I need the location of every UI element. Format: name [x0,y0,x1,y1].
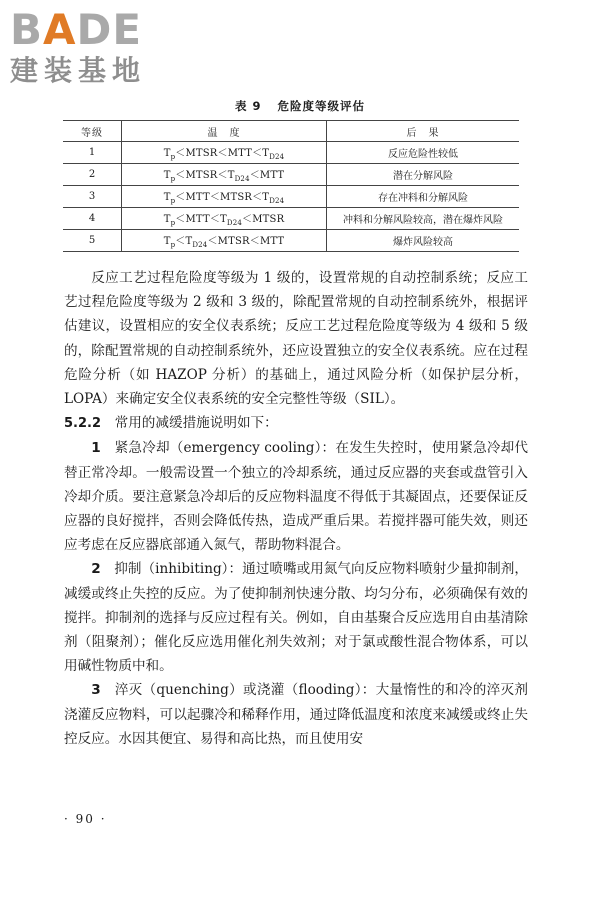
page-number: · 90 · [64,812,107,826]
header-temperature: 温 度 [122,121,327,142]
item-paragraph [64,436,528,557]
table-row [63,142,519,164]
item-number: 2 [91,561,101,578]
header-level: 等级 [63,121,122,142]
consequence-cell: 潜在分解风险 [327,164,520,186]
table-caption [0,98,600,114]
section-heading [64,411,528,436]
temperature-cell: $T_p<T_{D24}<MTSR<MTT$ [122,230,327,252]
header-consequence: 后 果 [327,121,520,142]
table-caption-title: 危险度等级评估 [277,99,365,113]
table-row [63,164,519,186]
table-caption-number: 表 9 [234,99,262,113]
level-cell: 3 [63,186,122,208]
logo-letter-a: A [43,5,77,54]
temperature-cell: $T_p<MTT<T_{D24}<MTSR$ [122,208,327,230]
level-cell: 4 [63,208,122,230]
logo-subtitle: 建装基地 [10,54,147,87]
level-cell: 2 [63,164,122,186]
risk-level-table [63,120,519,252]
section-number: 5.2.2 [64,416,102,432]
item-paragraph [64,557,528,678]
table-row [63,230,519,252]
consequence-cell: 冲料和分解风险较高，潜在爆炸风险 [327,208,520,230]
consequence-cell: 反应危险性较低 [327,142,520,164]
item-text: 紧急冷却（emergency cooling）：在发生失控时，使用紧急冷却代替正常冷却。一般需设置一个独立的冷却系统，通过反应器的夹套或盘管引入冷却介质。要注意紧急冷却后的反应物料温度不得低于其凝固点，还要保证反应器的良好搅拌，否则会降低传热，造成严重后果。若搅拌器可能失效，则还应考虑在反应器底部通入氮气，帮助物料混合。 [64,440,529,554]
paragraph-risk-levels: 反应工艺过程危险度等级为 1 级的，设置常规的自动控制系统；反应工艺过程危险度等级为 2 级和 3 级的，除配置常规的自动控制系统外，根据评估建议，设置相应的安全仪表系统；反应工艺过程危险度等级为 4 级和 5 级的，除配置常规的自动控制系统外，还应设置独立的安全仪表系统。应在过程危险分析（如 HAZOP 分析）的基础上，通过风险分析（如保护层分析，LOPA）来确定安全仪表系统的安全完整性等级（SIL）。 [64,270,528,408]
consequence-cell: 存在冲料和分解风险 [327,186,520,208]
level-cell: 5 [63,230,122,252]
logo [10,5,180,98]
level-cell: 1 [63,142,122,164]
temperature-cell: $T_p<MTSR<T_{D24}<MTT$ [122,164,327,186]
logo-wordmark [10,5,180,54]
body-section-1 [64,266,528,751]
table-row [63,186,519,208]
section-title: 常用的减缓措施说明如下： [114,415,278,432]
table-header-row [63,121,519,142]
table-row [63,208,519,230]
item-number: 1 [91,440,101,457]
consequence-cell: 爆炸风险较高 [327,230,520,252]
item-text: 抑制（inhibiting）：通过喷嘴或用氮气向反应物料喷射少量抑制剂，减缓或终止失控的反应。为了使抑制剂快速分散、均匀分布，必须确保有效的搅拌。抑制剂的选择与反应过程有关。例如，自由基聚合反应选用自由基清除剂（阻聚剂）；催化反应选用催化剂失效剂；对于氯或酸性混合物体系，可以用碱性物质中和。 [64,561,528,675]
logo-letter-b: B [10,5,44,54]
temperature-cell: $T_p<MTT<MTSR<T_{D24}$ [122,186,327,208]
temperature-cell: $T_p<MTSR<MTT<T_{D24}$ [122,142,327,164]
item-number: 3 [91,682,101,699]
item-text: 淬灭（quenching）或浇灌（flooding）：大量惰性的和冷的淬灭剂浇灌反应物料，可以起骤冷和稀释作用，通过降低温度和浓度来减缓或终止失控反应。水因其便宜、易得和高比热，而且使用安 [64,682,528,747]
logo-letters-de: DE [76,5,143,54]
item-paragraph [64,678,528,751]
